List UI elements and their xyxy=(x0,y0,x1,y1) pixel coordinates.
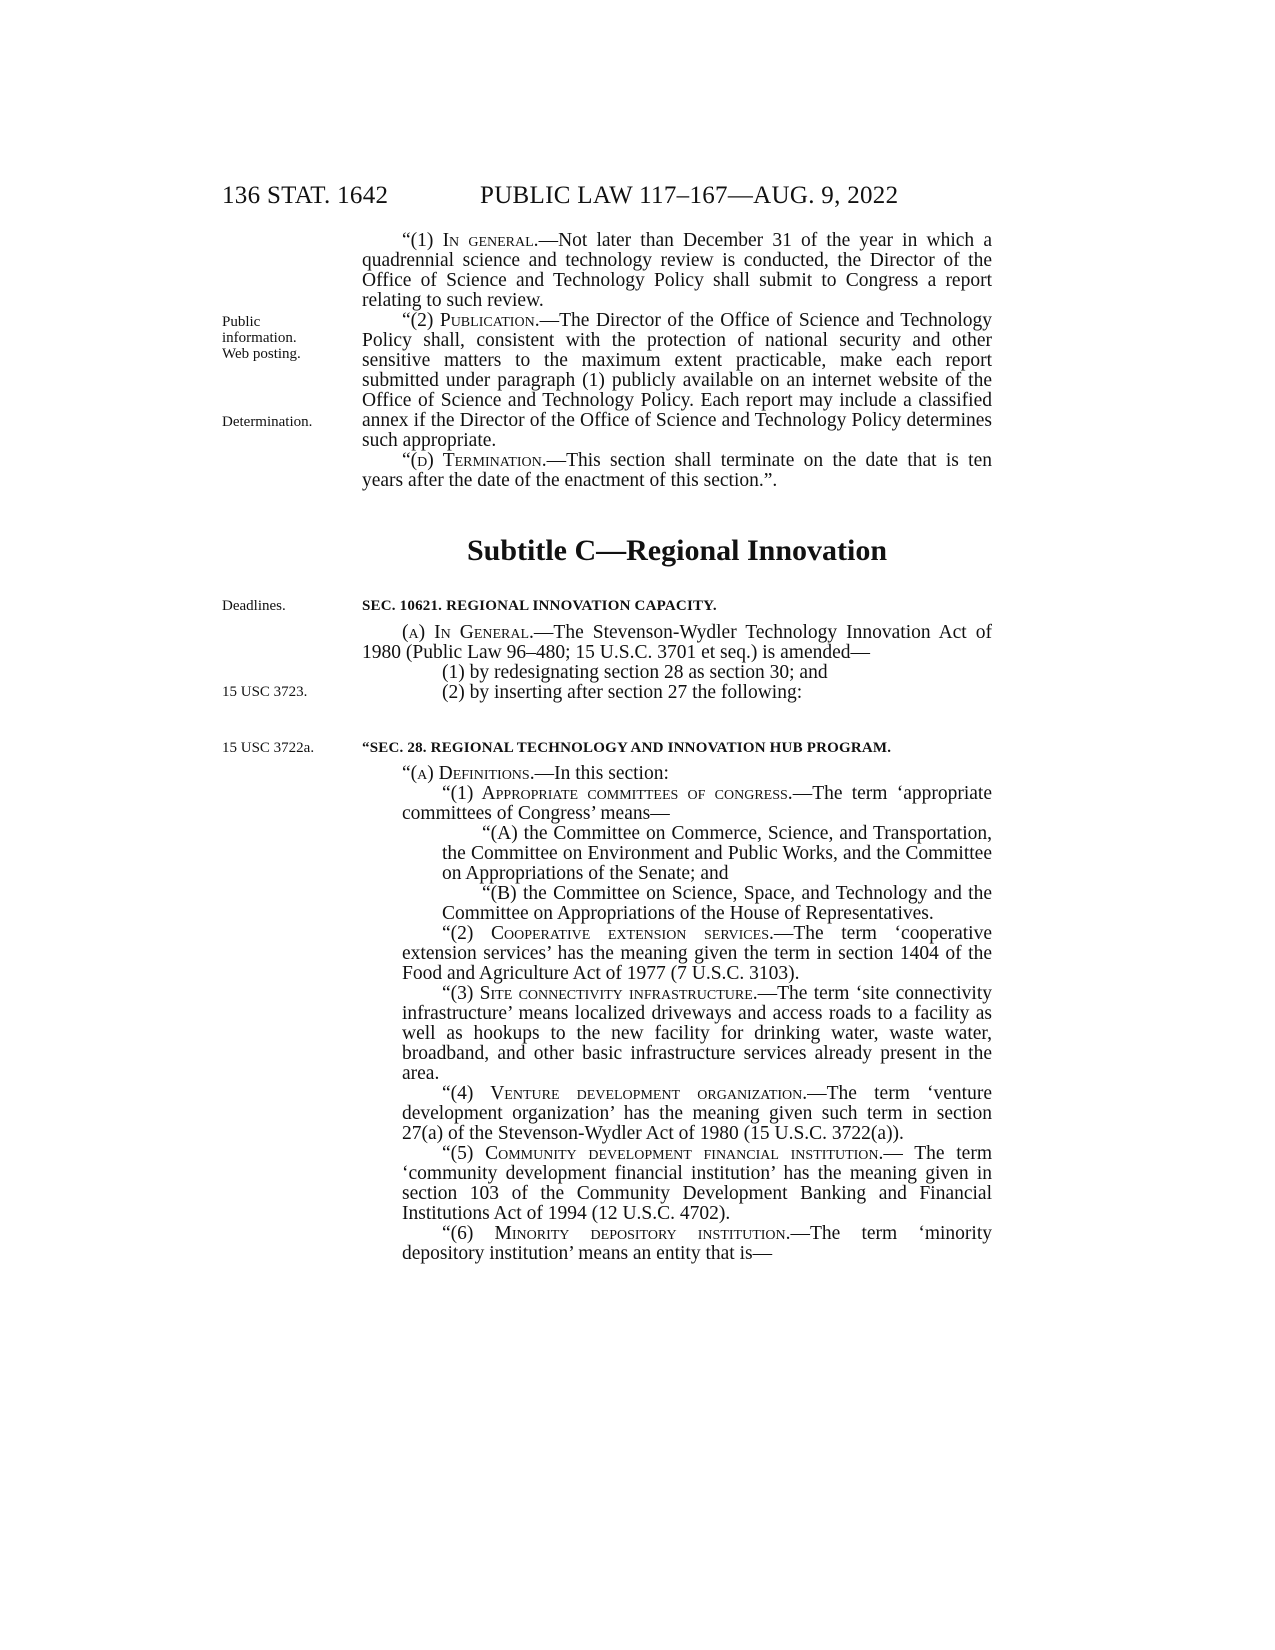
subsection-d-termination: “(d) Termination.—This section shall terminate on the date that is ten years after the date of the enactment of this section.”. xyxy=(362,450,992,491)
section-continuation xyxy=(362,231,992,491)
paragraph-2-publication: “(2) Publication.—The Director of the Office of Science and Technology Policy shall, consistent with the protection of national security and other sensitive matters to the maximum extent practicable, make each report submitted under paragraph (1) publicly available on an internet website of the Office of Science and Technology Policy. Each report may include a classified annex if the Director of the Office of Science and Technology Policy determines such appropriate. xyxy=(362,310,993,451)
amendment-item-2: (2) by inserting after section 27 the following: xyxy=(442,682,803,703)
amendment-item-1: (1) by redesignating section 28 as section 30; and xyxy=(442,662,828,683)
subsection-a-in-general: (a) In General.—The Stevenson-Wydler Technology Innovation Act of 1980 (Public Law 96–480; 15 U.S.C. 3701 et seq.) is amended— xyxy=(362,622,992,663)
section-heading-10621: SEC. 10621. REGIONAL INNOVATION CAPACITY. xyxy=(362,598,717,614)
section-28-body xyxy=(362,764,992,1264)
definition-1-B: “(B) the Committee on Science, Space, and Technology and the Committee on Appropriations of the House of Representatives. xyxy=(442,883,992,924)
page-citation: 136 STAT. 1642 xyxy=(222,182,389,209)
margin-note-line: Web posting. xyxy=(222,346,301,362)
margin-note-determination: Determination. xyxy=(222,414,313,430)
definition-5: “(5) Community development financial institution.— The term ‘community development financial institution’ has the meaning given in section 103 of the Community Development Banking and Financial Institutions Act of 1994 (12 U.S.C. 4702). xyxy=(402,1143,992,1224)
definition-1: “(1) Appropriate committees of congress.—The term ‘appropriate committees of Congress’ means— xyxy=(402,783,992,824)
subtitle-heading: Subtitle C—Regional Innovation xyxy=(466,534,888,567)
margin-note-deadlines: Deadlines. xyxy=(222,598,286,614)
page-title: PUBLIC LAW 117–167—AUG. 9, 2022 xyxy=(480,182,899,209)
margin-note-line: information. xyxy=(222,330,297,346)
definition-1-A: “(A) the Committee on Commerce, Science, and Transportation, the Committee on Environment and Public Works, and the Committee on Appropriations of the Senate; and xyxy=(442,823,992,884)
margin-note-line: Public xyxy=(222,314,261,330)
definition-2: “(2) Cooperative extension services.—The term ‘cooperative extension services’ has the meaning given the term in section 1404 of the Food and Agriculture Act of 1977 (7 U.S.C. 3103). xyxy=(402,923,992,984)
definition-6: “(6) Minority depository institution.—The term ‘minority depository institution’ means an entity that is— xyxy=(402,1223,992,1264)
section-10621-body xyxy=(362,623,992,703)
section-heading-28: “SEC. 28. REGIONAL TECHNOLOGY AND INNOVATION HUB PROGRAM. xyxy=(362,740,892,756)
margin-note-15-usc-3723: 15 USC 3723. xyxy=(222,684,308,700)
margin-note-15-usc-3722a: 15 USC 3722a. xyxy=(222,740,315,756)
definition-3: “(3) Site connectivity infrastructure.—The term ‘site connectivity infrastructure’ means localized driveways and access roads to a facility as well as hookups to the new facility for drinking water, waste water, broadband, and other basic infrastructure services already present in the area. xyxy=(402,983,992,1084)
margin-note-public-information xyxy=(222,314,347,362)
definition-4: “(4) Venture development organization.—The term ‘venture development organization’ has the meaning given such term in section 27(a) of the Stevenson-Wydler Act of 1980 (15 U.S.C. 3722(a)). xyxy=(402,1083,992,1144)
subsection-a-definitions: “(a) Definitions.—In this section: xyxy=(402,763,669,784)
paragraph-1-in-general: “(1) In general.—Not later than December 31 of the year in which a quadrennial science and technology review is conducted, the Director of the Office of Science and Technology Policy shall submit to Congress a report relating to such review. xyxy=(362,230,992,311)
